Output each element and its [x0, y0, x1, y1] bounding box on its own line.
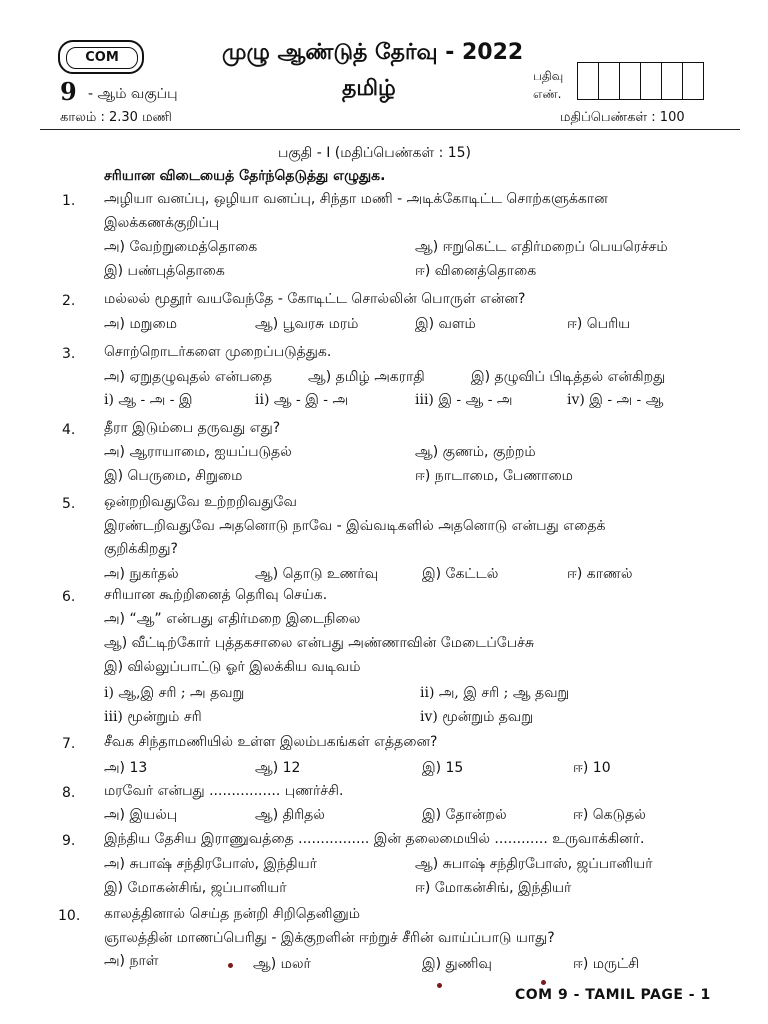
question-text: காலத்தினால் செய்த நன்றி சிறிதெனினும் [104, 906, 360, 922]
question-number: 4. [62, 422, 76, 438]
option: இ) பண்புத்தொகை [104, 263, 225, 279]
option: அ) 13 [104, 760, 148, 776]
option: இ) தோன்றல் [422, 807, 507, 823]
question-number: 6. [62, 589, 76, 605]
question-text: ஞாலத்தின் மாணப்பெரிது - இக்குறளின் ஈற்றுச் சீரின் வாய்ப்பாடு யாது? [104, 930, 555, 946]
question-number: 10. [58, 908, 81, 924]
question-number: 3. [62, 346, 76, 362]
badge-label: COM [66, 47, 138, 69]
pen-mark [228, 963, 233, 968]
option: iv) மூன்றும் தவறு [420, 709, 534, 725]
reg-box [599, 63, 620, 99]
time-allowed: காலம் : 2.30 மணி [60, 110, 172, 125]
statement: ஆ) வீட்டிற்கோர் புத்தகசாலை என்பது அண்ணாவின் மேடைப்பேச்சு [104, 635, 535, 651]
option: அ) சுபாஷ் சந்திரபோஸ், இந்தியர் [104, 856, 317, 872]
option: ஆ) தொடு உணர்வு [255, 566, 379, 582]
option: ஆ) ஈறுகெட்ட எதிர்மறைப் பெயரெச்சம் [415, 239, 668, 255]
header-divider [40, 129, 740, 130]
statement: அ) “ஆ” என்பது எதிர்மறை இடைநிலை [104, 611, 361, 627]
option: iii) மூன்றும் சரி [104, 709, 202, 725]
option: இ) 15 [422, 760, 464, 776]
register-number-boxes [577, 62, 704, 100]
question-text: ஒன்றறிவதுவே உற்றறிவதுவே [104, 494, 297, 510]
option: ஈ) நாடாமை, பேணாமை [415, 468, 573, 484]
option: ஈ) பெரிய [567, 316, 631, 332]
section-title: பகுதி - I (மதிப்பெண்கள் : 15) [278, 145, 472, 161]
option: அ) ஆராயாமை, ஐயப்படுதல் [104, 444, 292, 460]
section-instruction: சரியான விடையைத் தேர்ந்தெடுத்து எழுதுக. [104, 168, 386, 184]
question-number: 5. [62, 496, 76, 512]
reg-box [662, 63, 683, 99]
page-footer: COM 9 - TAMIL PAGE - 1 [515, 987, 711, 1003]
statement: இ) வில்லுப்பாட்டு ஓர் இலக்கிய வடிவம் [104, 659, 361, 675]
option: ஆ) மலர் [253, 956, 311, 972]
class-label: - ஆம் வகுப்பு [88, 86, 178, 102]
option: அ) இயல்பு [104, 807, 178, 823]
option: ஆ) குணம், குற்றம் [415, 444, 536, 460]
option: i) ஆ - அ - இ [104, 392, 193, 408]
class-number: 9 [60, 77, 77, 106]
option: இ) பெருமை, சிறுமை [104, 468, 243, 484]
option: இ) கேட்டல் [422, 566, 499, 582]
question-text: சரியான கூற்றினைத் தெரிவு செய்க. [104, 587, 328, 603]
question-text: இரண்டறிவதுவே அதனொடு நாவே - இவ்வடிகளில் அதனொடு என்பது எதைக் [104, 518, 606, 534]
option: ஈ) மருட்சி [573, 956, 640, 972]
question-text: மரவேர் என்பது ................ புணர்ச்சி. [104, 783, 344, 799]
statement: ஆ) தமிழ் அகராதி [308, 369, 425, 385]
question-number: 1. [62, 193, 76, 209]
question-text: குறிக்கிறது? [104, 541, 178, 557]
question-number: 8. [62, 785, 76, 801]
reg-label-2: எண். [533, 87, 562, 101]
option: ஈ) வினைத்தொகை [415, 263, 537, 279]
pen-mark [541, 980, 546, 985]
reg-label-1: பதிவு [533, 69, 564, 83]
question-number: 9. [62, 833, 76, 849]
option: அ) வேற்றுமைத்தொகை [104, 239, 258, 255]
reg-box [641, 63, 662, 99]
question-text: இந்திய தேசிய இராணுவத்தை ................ இன் தலைமையில் ............ உருவாக்கினர். [104, 831, 645, 847]
option: iv) இ - அ - ஆ [567, 392, 664, 408]
option: இ) வளம் [415, 316, 476, 332]
pen-mark [437, 983, 442, 988]
option: ஆ) திரிதல் [255, 807, 325, 823]
question-text: இலக்கணக்குறிப்பு [104, 215, 220, 231]
exam-title: முழு ஆண்டுத் தேர்வு - 2022 [222, 40, 524, 65]
option: அ) நுகர்தல் [104, 566, 179, 582]
option: ஈ) காணல் [567, 566, 633, 582]
option: ஈ) மோகன்சிங், இந்தியர் [415, 880, 572, 896]
question-text: சீவக சிந்தாமணியில் உள்ள இலம்பகங்கள் எத்தனை? [104, 734, 438, 750]
question-text: தீரா இடும்பை தருவது எது? [104, 420, 281, 436]
option: i) ஆ,இ சரி ; அ தவறு [104, 685, 245, 701]
question-number: 7. [62, 736, 76, 752]
question-number: 2. [62, 293, 76, 309]
option: இ) மோகன்சிங், ஜப்பானியர் [104, 880, 287, 896]
option: அ) நாள் [104, 953, 159, 969]
reg-box [620, 63, 641, 99]
question-text: மல்லல் மூதூர் வயவேந்தே - கோடிட்ட சொல்லின் பொருள் என்ன? [104, 291, 526, 307]
question-text: சொற்றொடர்களை முறைப்படுத்துக. [104, 344, 332, 360]
option: ஈ) 10 [573, 760, 611, 776]
subject-title: தமிழ் [342, 76, 396, 101]
option: ii) அ, இ சரி ; ஆ தவறு [420, 685, 570, 701]
reg-box [683, 63, 703, 99]
total-marks: மதிப்பெண்கள் : 100 [560, 110, 685, 125]
option: ஆ) சுபாஷ் சந்திரபோஸ், ஜப்பானியர் [415, 856, 653, 872]
option: ஆ) 12 [255, 760, 301, 776]
com-badge [58, 40, 144, 74]
option: ஈ) கெடுதல் [573, 807, 646, 823]
option: இ) துணிவு [422, 956, 492, 972]
option: அ) மறுமை [104, 316, 177, 332]
statement: இ) தழுவிப் பிடித்தல் என்கிறது [471, 369, 666, 385]
option: ஆ) பூவரசு மரம் [255, 316, 359, 332]
question-text: அழியா வனப்பு, ஒழியா வனப்பு, சிந்தா மணி - அடிக்கோடிட்ட சொற்களுக்கான [104, 191, 608, 207]
reg-box [578, 63, 599, 99]
statement: அ) ஏறுதழுவுதல் என்பதை [104, 369, 273, 385]
option: iii) இ - ஆ - அ [415, 392, 513, 408]
option: ii) ஆ - இ - அ [255, 392, 349, 408]
